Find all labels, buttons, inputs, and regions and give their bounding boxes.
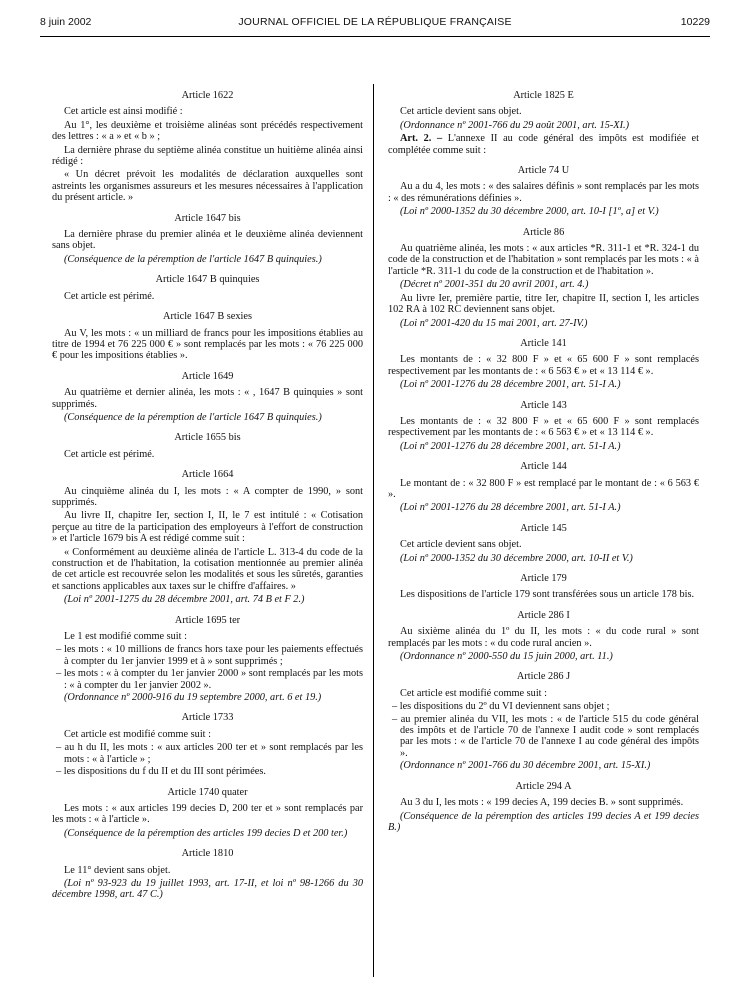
article-heading: Article 141 [520, 337, 567, 349]
source-citation: (Conséquence de la péremption de l'article 1647 B quinquies.) [64, 253, 322, 265]
journal-title: JOURNAL OFFICIEL DE LA RÉPUBLIQUE FRANÇAISE [238, 16, 512, 28]
paragraph: Cet article est modifié comme suit : [64, 728, 211, 740]
article-heading: Article 1825 E [513, 90, 574, 101]
article-heading: Article 144 [520, 461, 567, 473]
list-item: – les dispositions du 2º du VI deviennent sans objet ; [392, 701, 610, 713]
paragraph: Au quatrième et dernier alinéa, les mots : « , 1647 B quinquies » sont supprimés. [52, 387, 363, 410]
list-item: – au h du II, les mots : « aux articles 200 ter et » sont remplacés par les mots : « à l'article » ; [56, 742, 363, 765]
article-heading: Article 86 [522, 226, 565, 238]
paragraph: Au V, les mots : « un milliard de francs pour les impositions établies au titre de 1994 et 76 225 000 € » sont remplacés par les mots : « 76 225 000 € pour les impositions établies ». [52, 327, 363, 362]
article-heading: Article 1647 B quinquies [155, 274, 260, 286]
article-heading: Article 1733 [181, 712, 234, 724]
paragraph: Au 1°, les deuxième et troisième alinéas sont précédés respectivement des lettres : « a » et « b » ; [52, 119, 363, 143]
paragraph: « Conformément au deuxième alinéa de l'article L. 313-4 du code de la construction et de l'habitation, la cotisation mentionnée au premier alinéa de cet article est recouvrée selon les modalités et sous les sûretés, garanties et sanctions applicables aux taxes sur le chiffre d'affaires. » [52, 546, 363, 592]
list-item: – au premier alinéa du VII, les mots : « de l'article 515 du code général des impôts et de l'article 70 de l'annexe I audit code » sont remplacés par les mots : « de l'article 70 de l'annexe I au code général des impôts ». [392, 713, 699, 759]
article-heading: Article 145 [520, 522, 567, 534]
source-citation: (Loi nº 2001-1276 du 28 décembre 2001, art. 51-I A.) [400, 440, 621, 452]
article-heading: Article 1647 B sexies [163, 311, 252, 323]
source-citation: (Ordonnance nº 2001-766 du 29 août 2001, art. 15-XI.) [400, 119, 630, 131]
article-heading: Article 74 U [517, 165, 570, 177]
source-citation: (Ordonnance nº 2001-766 du 30 décembre 2001, art. 15-XI.) [400, 760, 651, 772]
right-column [388, 90, 699, 835]
paragraph: Cet article devient sans objet. [400, 106, 522, 118]
paragraph: Les dispositions de l'article 179 sont transférées sous un article 178 bis. [400, 589, 695, 601]
paragraph: Au 3 du I, les mots : « 199 decies A, 199 decies B. » sont supprimés. [400, 797, 684, 809]
article-heading: Article 294 A [515, 780, 572, 792]
paragraph: Au a du 4, les mots : « des salaires définis » sont remplacés par les mots : « des rémunérations définies ». [388, 181, 699, 204]
paragraph: Au livre II, chapitre Ier, section I, II, le 7 est intitulé : « Cotisation perçue au titre de la participation des employeurs à l'effort de construction » et l'article 1679 bis A est rédigé comme suit : [52, 510, 363, 545]
paragraph: Cet article est ainsi modifié : [64, 106, 183, 118]
article-heading: Article 1695 ter [174, 614, 241, 626]
paragraph: Au livre Ier, première partie, titre Ier, chapitre II, section I, les articles 102 RA à 102 RC deviennent sans objet. [388, 292, 699, 316]
source-citation: (Loi nº 2000-1352 du 30 décembre 2000, art. 10-I [1º, a] et V.) [400, 206, 659, 218]
list-item: – les mots : « 10 millions de francs hors taxe pour les paiements effectués à compter du 1er janvier 1999 et à » sont supprimés ; [56, 644, 363, 667]
page-header [40, 16, 710, 32]
paragraph: Cet article est périmé. [64, 290, 155, 302]
article-heading: Article 286 J [516, 671, 571, 683]
art2-paragraph [388, 133, 699, 156]
article-heading: Article 179 [520, 573, 567, 584]
article-heading: Article 1655 bis [174, 432, 241, 444]
source-citation: (Ordonnance nº 2000-916 du 19 septembre 2000, art. 6 et 19.) [64, 692, 322, 704]
paragraph: Les montants de : « 32 800 F » et « 65 600 F » sont remplacés respectivement par les montants de : « 6 563 € » et « 13 114 € ». [388, 415, 699, 439]
paragraph: Le 11° devient sans objet. [64, 864, 171, 876]
paragraph: Au sixième alinéa du 1º du II, les mots : « du code rural » sont remplacés par les mots : « du code rural ancien ». [388, 626, 699, 649]
paragraph: Cet article devient sans objet. [400, 539, 522, 551]
article-heading: Article 1647 bis [174, 212, 241, 224]
source-citation: (Conséquence de la péremption des articles 199 decies D et 200 ter.) [64, 827, 348, 839]
column-divider [373, 84, 374, 977]
source-citation: (Conséquence de la péremption de l'article 1647 B quinquies.) [64, 411, 322, 423]
paragraph: Les montants de : « 32 800 F » et « 65 600 F » sont remplacés respectivement par les montants de : « 6 563 € » et « 13 114 € ». [388, 354, 699, 377]
art2-text: L'annexe II au code général des impôts est modifiée et complétée comme suit : [388, 133, 699, 156]
paragraph: Le montant de : « 32 800 F » est remplacé par le montant de : « 6 563 € ». [388, 477, 699, 500]
header-date: 8 juin 2002 [40, 16, 92, 28]
source-citation: (Loi nº 93-923 du 19 juillet 1993, art. 17-II, et loi nº 98-1266 du 30 décembre 1998, art. 47 C.) [52, 877, 363, 901]
article-heading: Article 1622 [181, 90, 234, 101]
source-citation: (Ordonnance nº 2000-550 du 15 juin 2000, art. 11.) [400, 651, 613, 663]
source-citation: (Loi nº 2001-1276 du 28 décembre 2001, art. 51-I A.) [400, 379, 621, 391]
source-citation: (Décret nº 2001-351 du 20 avril 2001, art. 4.) [400, 279, 589, 291]
source-citation: (Loi nº 2001-420 du 15 mai 2001, art. 27-IV.) [400, 317, 588, 329]
art2-lead: Art. 2. – [400, 133, 443, 145]
left-column [52, 90, 363, 903]
article-heading: Article 1649 [181, 370, 234, 382]
paragraph: Cet article est périmé. [64, 448, 155, 460]
article-heading: Article 1740 quater [167, 786, 248, 798]
article-heading: Article 143 [520, 399, 567, 411]
paragraph: Au cinquième alinéa du I, les mots : « A compter de 1990, » sont supprimés. [52, 485, 363, 508]
source-citation: (Conséquence de la péremption des articles 199 decies A et 199 decies B.) [388, 810, 699, 833]
paragraph: La dernière phrase du premier alinéa et le deuxième alinéa deviennent sans objet. [52, 229, 363, 252]
source-citation: (Loi nº 2001-1275 du 28 décembre 2001, art. 74 B et F 2.) [64, 594, 305, 606]
paragraph: Cet article est modifié comme suit : [400, 687, 547, 699]
article-heading: Article 1664 [181, 469, 234, 481]
paragraph: Au quatrième alinéa, les mots : « aux articles *R. 311-1 et *R. 324-1 du code de la construction et de l'habitation » sont remplacés par les mots : « à l'article *R. 311-1 du code de la construction et de l'habitation ». [388, 243, 699, 277]
header-rule [40, 36, 710, 37]
paragraph: Les mots : « aux articles 199 decies D, 200 ter et » sont remplacés par les mots : « à l'article ». [52, 802, 363, 826]
article-heading: Article 1810 [181, 848, 234, 860]
paragraph: « Un décret prévoit les modalités de déclaration auxquelles sont astreints les organismes assureurs et les mesures nécessaires à l'application du présent article. » [52, 169, 363, 204]
article-heading: Article 286 I [517, 609, 570, 621]
paragraph: Le 1 est modifié comme suit : [64, 631, 187, 643]
page-number: 10229 [680, 16, 710, 28]
list-item: – les mots : « à compter du 1er janvier 2000 » sont remplacés par les mots : « à compter du 1er janvier 2002 ». [56, 668, 363, 691]
paragraph: La dernière phrase du septième alinéa constitue un huitième alinéa ainsi rédigé : [52, 144, 363, 168]
source-citation: (Loi nº 2000-1352 du 30 décembre 2000, art. 10-II et V.) [400, 552, 633, 564]
list-item: – les dispositions du f du II et du III sont périmées. [56, 766, 266, 778]
source-citation: (Loi nº 2001-1276 du 28 décembre 2001, art. 51-I A.) [400, 502, 621, 514]
